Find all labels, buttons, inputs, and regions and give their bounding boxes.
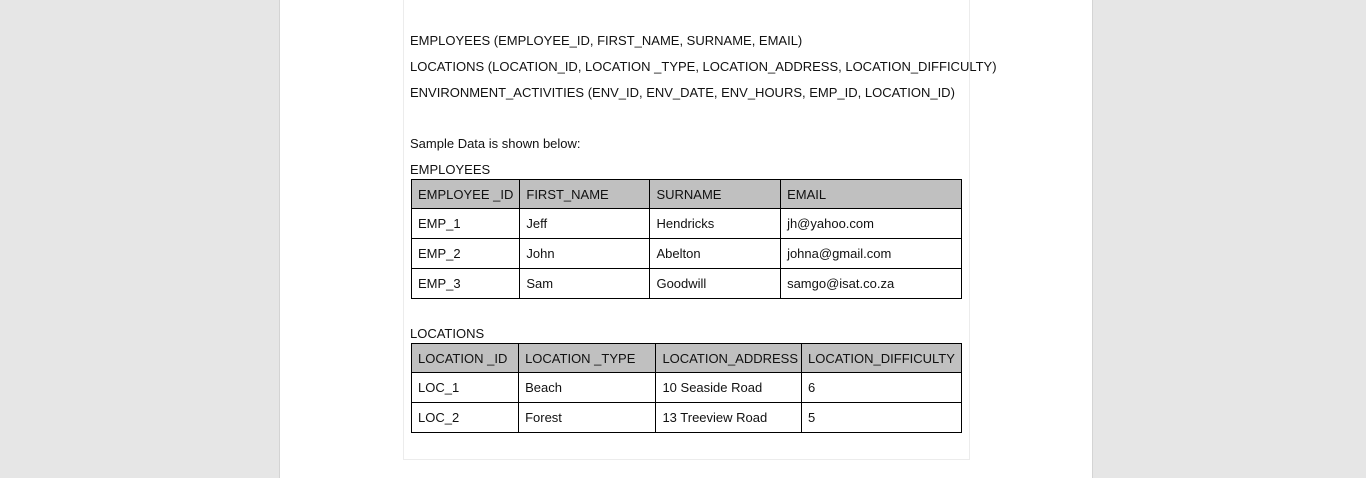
table-cell: 10 Seaside Road: [656, 373, 802, 403]
employees-table: [411, 179, 962, 299]
table-cell: 5: [802, 403, 962, 433]
table-cell: LOC_1: [412, 373, 519, 403]
table-header-row: [412, 344, 962, 373]
table-cell: samgo@isat.co.za: [781, 269, 962, 299]
table-cell: Jeff: [520, 209, 650, 239]
table-cell: Abelton: [650, 239, 781, 269]
locations-table: [411, 343, 962, 433]
table-row: [412, 403, 962, 433]
table-cell: johna@gmail.com: [781, 239, 962, 269]
schema-line-employees: EMPLOYEES (EMPLOYEE_ID, FIRST_NAME, SURNAME, EMAIL): [410, 33, 803, 48]
column-header: LOCATION _ID: [412, 344, 519, 373]
column-header: LOCATION _TYPE: [519, 344, 656, 373]
column-header: SURNAME: [650, 180, 781, 209]
table-row: [412, 373, 962, 403]
schema-line-environment-activities: ENVIRONMENT_ACTIVITIES (ENV_ID, ENV_DATE, ENV_HOURS, EMP_ID, LOCATION_ID): [410, 85, 955, 100]
locations-caption: LOCATIONS: [410, 326, 485, 341]
table-cell: Forest: [519, 403, 656, 433]
table-cell: EMP_3: [412, 269, 520, 299]
column-header: LOCATION_ADDRESS: [656, 344, 802, 373]
table-cell: 13 Treeview Road: [656, 403, 802, 433]
table-cell: EMP_1: [412, 209, 520, 239]
table-cell: Sam: [520, 269, 650, 299]
sample-intro: Sample Data is shown below:: [410, 136, 581, 151]
table-row: [412, 239, 962, 269]
table-row: [412, 269, 962, 299]
table-cell: jh@yahoo.com: [781, 209, 962, 239]
table-cell: LOC_2: [412, 403, 519, 433]
column-header: LOCATION_DIFFICULTY: [802, 344, 962, 373]
column-header: EMPLOYEE _ID: [412, 180, 520, 209]
table-cell: EMP_2: [412, 239, 520, 269]
table-cell: John: [520, 239, 650, 269]
table-cell: Beach: [519, 373, 656, 403]
table-cell: Hendricks: [650, 209, 781, 239]
table-header-row: [412, 180, 962, 209]
employees-caption: EMPLOYEES: [410, 162, 491, 177]
schema-line-locations: LOCATIONS (LOCATION_ID, LOCATION _TYPE, LOCATION_ADDRESS, LOCATION_DIFFICULTY): [410, 59, 997, 74]
column-header: EMAIL: [781, 180, 962, 209]
table-cell: 6: [802, 373, 962, 403]
table-row: [412, 209, 962, 239]
table-cell: Goodwill: [650, 269, 781, 299]
column-header: FIRST_NAME: [520, 180, 650, 209]
